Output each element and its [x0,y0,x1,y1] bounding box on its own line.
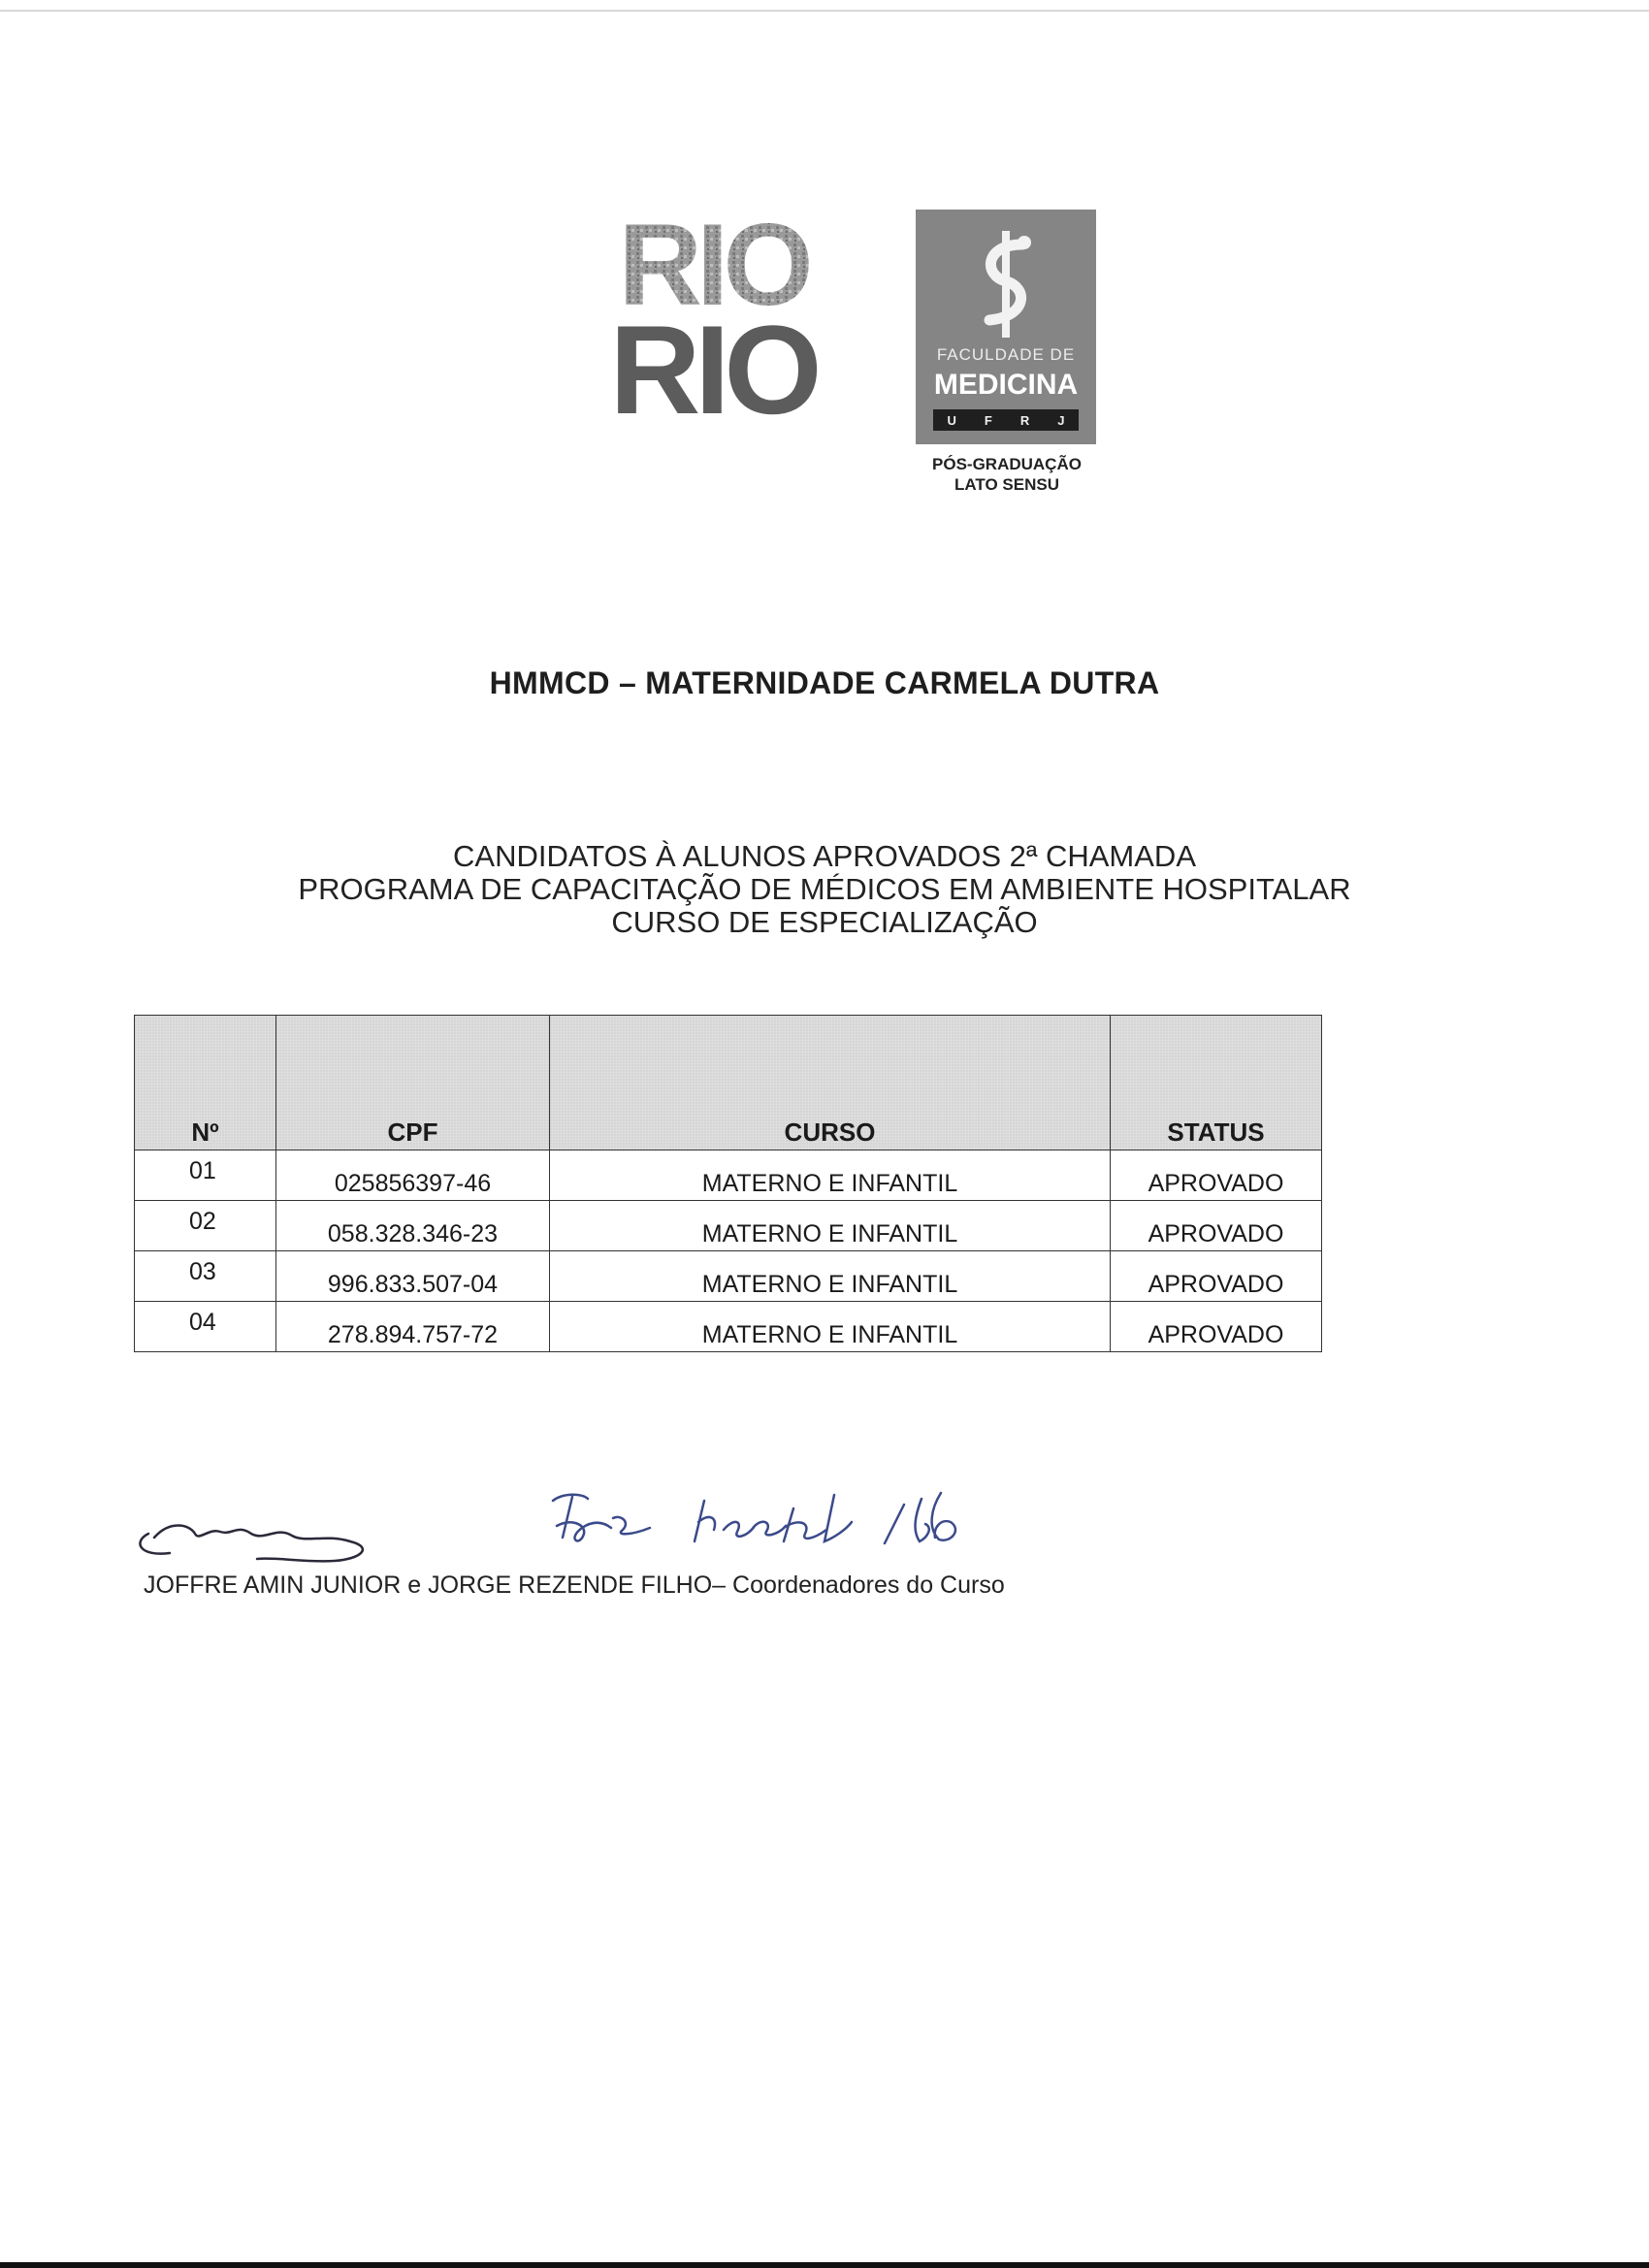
cell-num: 02 [135,1201,276,1251]
caduceus-icon [970,231,1042,338]
table-row [135,1150,1322,1201]
cell-curso: MATERNO E INFANTIL [550,1150,1111,1201]
ufrj-letter: R [1019,412,1030,428]
cell-cpf: 025856397-46 [276,1150,550,1201]
table-row [135,1201,1322,1251]
svg-text:RIO: RIO [618,208,808,330]
page-edge [0,10,1649,12]
table-row [135,1302,1322,1352]
subtitle-line: CANDIDATOS À ALUNOS APROVADOS 2ª CHAMADA [453,839,1196,873]
header-curso: CURSO [550,1016,1111,1150]
cell-curso: MATERNO E INFANTIL [550,1251,1111,1302]
faculty-line2: MEDICINA [933,369,1079,401]
table-row [135,1251,1322,1302]
rio-logo [574,208,852,423]
rio-logo-text: RIO [609,299,817,423]
header-cpf: CPF [276,1016,550,1150]
results-table [134,1015,1322,1352]
ufrj-letter: J [1057,412,1065,428]
cell-status: APROVADO [1111,1150,1322,1201]
signers-line: JOFFRE AMIN JUNIOR e JORGE REZENDE FILHO– Coordenadores do Curso [144,1571,1005,1599]
cell-status: APROVADO [1111,1251,1322,1302]
cell-num: 01 [135,1150,276,1201]
ufrj-letter: F [984,412,992,428]
ufrj-letter: U [947,412,956,428]
faculdade-medicina-logo [916,210,1096,444]
logo-caption [896,454,1117,495]
cell-cpf: 058.328.346-23 [276,1201,550,1251]
ufrj-bar [933,409,1079,431]
cell-curso: MATERNO E INFANTIL [550,1201,1111,1251]
page-edge [0,2262,1649,2268]
cell-status: APROVADO [1111,1201,1322,1251]
signature-joffre [131,1499,461,1567]
cell-num: 04 [135,1302,276,1352]
cell-cpf: 996.833.507-04 [276,1251,550,1302]
cell-status: APROVADO [1111,1302,1322,1352]
header-num: Nº [135,1016,276,1150]
institution-title: HMMCD – MATERNIDADE CARMELA DUTRA [489,665,1160,700]
cell-cpf: 278.894.757-72 [276,1302,550,1352]
table-header-row [135,1016,1322,1150]
faculty-line1: FACULDADE DE [936,345,1076,364]
document-subtitles [0,840,1649,939]
cell-num: 03 [135,1251,276,1302]
signature-jorge [543,1479,1048,1567]
caption-line1: PÓS-GRADUAÇÃO [932,455,1082,473]
caption-line2: LATO SENSU [954,475,1059,494]
cell-curso: MATERNO E INFANTIL [550,1302,1111,1352]
header-status: STATUS [1111,1016,1322,1150]
subtitle-line: PROGRAMA DE CAPACITAÇÃO DE MÉDICOS EM AMBIENTE HOSPITALAR [298,872,1351,906]
subtitle-line: CURSO DE ESPECIALIZAÇÃO [611,905,1038,939]
